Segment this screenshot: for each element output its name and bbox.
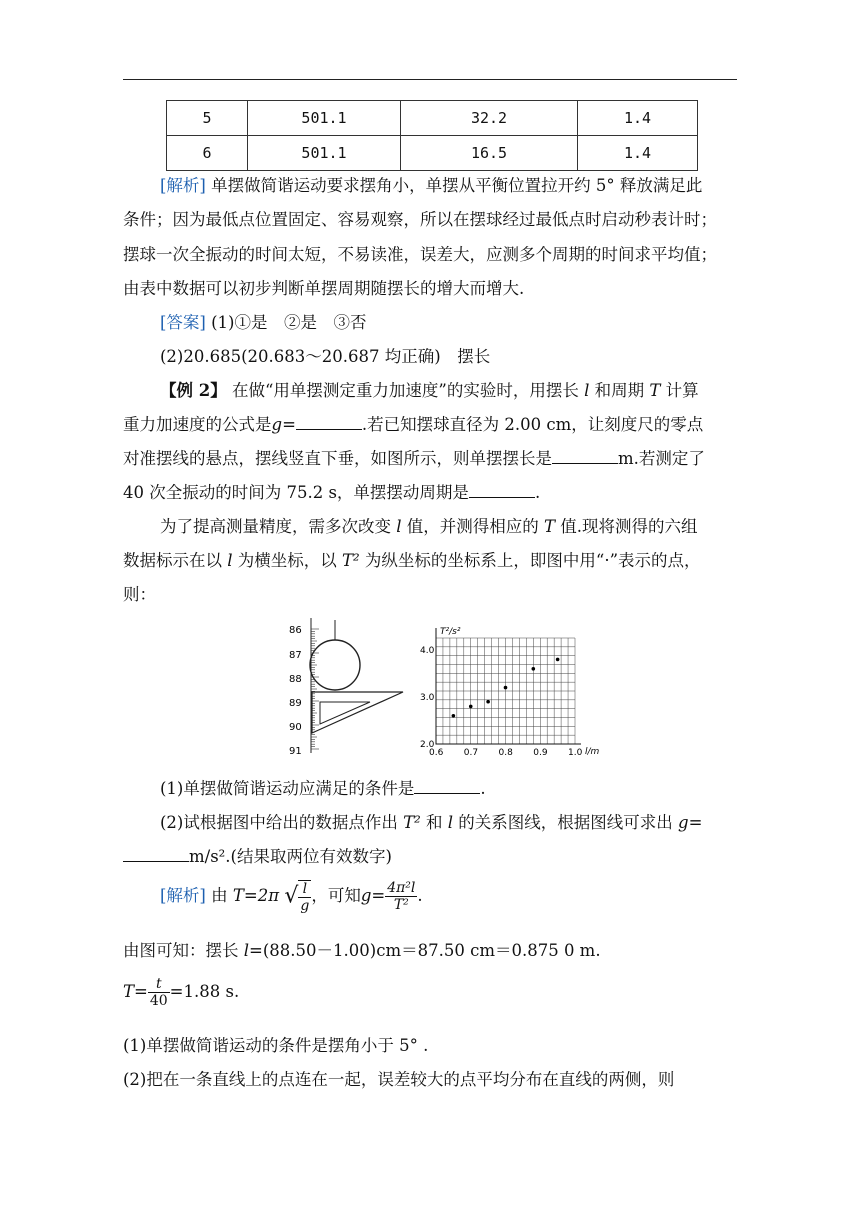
analysis1-line2: 条件；因为最低点位置固定、容易观察，所以在摆球经过最低点时启动秒表计时； <box>123 210 717 229</box>
text: 由图可知：摆长 <box>123 941 239 960</box>
text: .若已知摆球直径为 2.00 cm，让刻度尺的零点 <box>361 415 704 434</box>
symbol-T2: T² <box>403 813 421 832</box>
symbol-l: l <box>243 941 250 960</box>
example2-line3 <box>123 449 705 469</box>
analysis2-line1: [解析] 由 T=2π √ $\frac{l}{g}$ ，可知g= $\frac{\text{4π²l}}{\text{T²}}$ . <box>160 880 423 914</box>
analysis2-line4: (1)单摆做简谐运动的条件是摆角小于 5° . <box>123 1036 429 1055</box>
ruler-label: 90 <box>289 722 302 733</box>
y-axis-label: T²/s² <box>440 627 461 637</box>
analysis-tag: [解析] <box>160 176 206 195</box>
paragraph2-line1 <box>160 517 698 537</box>
analysis1-line3: 摆球一次全振动的时间太短，不易读准，误差大，应测多个周期的时间求平均值； <box>123 245 717 264</box>
data-point <box>504 686 508 690</box>
y-tick-label: 3.0 <box>420 693 435 703</box>
text: (1)单摆做简谐运动应满足的条件是 <box>160 779 415 798</box>
text: =1.88 s. <box>169 982 240 1001</box>
symbol-T2: T² <box>342 551 360 570</box>
text: 计算 <box>665 381 699 400</box>
table-cell: 1.4 <box>578 101 698 136</box>
text: 数据标示在以 <box>123 551 222 570</box>
ruler-label: 89 <box>289 698 302 709</box>
x-tick-label: 1.0 <box>568 748 583 758</box>
set-square-inner <box>320 702 370 724</box>
pendulum-bob <box>310 640 360 690</box>
answer1-line2: (2)20.685(20.683～20.687 均正确) 摆长 <box>160 347 491 366</box>
numerator: 4π²l <box>387 880 416 896</box>
text: 为纵坐标的坐标系上，即图中用“·”表示的点， <box>364 551 701 570</box>
header-rule <box>123 79 737 80</box>
text: 值.现将测得的六组 <box>560 517 698 536</box>
text: 对准摆线的悬点，摆线竖直下垂，如图所示，则单摆摆长是 <box>123 449 552 468</box>
ruler-label: 91 <box>289 746 302 757</box>
numerator: t <box>148 976 170 993</box>
example2-line4 <box>123 483 540 503</box>
ruler-label: 87 <box>289 650 302 661</box>
table-cell: 501.1 <box>248 101 401 136</box>
table-cell: 6 <box>167 136 248 171</box>
denominator: T² <box>393 897 409 913</box>
text: =(88.50－1.00)cm＝87.50 cm＝0.875 0 m. <box>249 941 601 960</box>
y-tick-label: 4.0 <box>420 646 435 656</box>
example-tag: 【例 2】 <box>160 381 227 400</box>
question2-line2 <box>123 847 392 867</box>
scatter-chart <box>420 627 600 758</box>
text: . <box>480 779 486 798</box>
figure <box>285 618 615 760</box>
text: m/s².(结果取两位有效数字) <box>189 847 392 866</box>
example2-line2 <box>123 415 703 435</box>
answer-blank <box>123 847 189 862</box>
analysis1-line1 <box>160 176 702 196</box>
analysis2-line5: (2)把在一条直线上的点连在一起，误差较大的点平均分布在直线的两侧，则 <box>123 1070 675 1089</box>
analysis2-line2 <box>123 941 601 961</box>
answer-blank <box>469 483 535 498</box>
text: 由 <box>211 886 228 905</box>
text: = <box>688 813 703 832</box>
text: 40 次全振动的时间为 75.2 s，单摆摆动周期是 <box>123 483 469 502</box>
text: = <box>282 415 296 434</box>
table-cell: 32.2 <box>401 101 578 136</box>
fraction <box>385 880 417 913</box>
table-row <box>167 101 698 136</box>
symbol-l: l <box>447 813 454 832</box>
symbol-T: T <box>649 381 661 400</box>
symbol-g: g <box>271 415 283 434</box>
table-cell: 16.5 <box>401 136 578 171</box>
x-tick-label: 0.9 <box>533 748 548 758</box>
text: (2)试根据图中给出的数据点作出 <box>160 813 398 832</box>
analysis2-line3 <box>123 972 239 1012</box>
analysis1-line4: 由表中数据可以初步判断单摆周期随摆长的增大而增大. <box>123 279 525 298</box>
x-axis-label: l/m <box>585 747 600 757</box>
ruler-label: 86 <box>289 625 302 636</box>
text: 和周期 <box>594 381 645 400</box>
text: . <box>534 483 541 502</box>
paragraph2-line2 <box>123 551 701 571</box>
data-point <box>469 705 473 709</box>
symbol-l: l <box>227 551 233 570</box>
text: 值，并测得相应的 <box>406 517 539 536</box>
symbol-l: l <box>396 517 402 536</box>
formula-g: g= <box>360 886 386 905</box>
analysis-text: 单摆做简谐运动要求摆角小，单摆从平衡位置拉开约 5° 释放满足此 <box>211 176 703 195</box>
data-point <box>532 667 536 671</box>
text: 为横坐标，以 <box>237 551 337 570</box>
data-point <box>486 700 490 704</box>
text: 为了提高测量精度，需多次改变 <box>160 517 391 536</box>
example2-line1 <box>160 381 699 401</box>
answer-blank <box>414 779 480 794</box>
table-cell: 501.1 <box>248 136 401 171</box>
formula-T: T= <box>123 982 148 1001</box>
symbol-g: g <box>678 813 689 832</box>
symbol-l: l <box>584 381 590 400</box>
set-square <box>312 692 403 733</box>
text: ，可知 <box>311 886 361 905</box>
data-point <box>452 714 456 718</box>
text: 和 <box>426 813 443 832</box>
answer-text: (1)①是 ②是 ③否 <box>211 313 367 332</box>
table-cell: 1.4 <box>578 136 698 171</box>
table-row <box>167 136 698 171</box>
answer-blank <box>296 415 362 430</box>
text: 重力加速度的公式是 <box>123 415 272 434</box>
answer-tag: [答案] <box>160 313 206 332</box>
question2-line1 <box>160 813 702 833</box>
x-tick-label: 0.6 <box>429 748 444 758</box>
symbol-T: T <box>544 517 556 536</box>
fraction <box>298 880 311 914</box>
data-table <box>166 100 698 171</box>
ruler <box>310 618 403 753</box>
denominator: g <box>300 897 310 914</box>
ruler-label: 88 <box>289 674 302 685</box>
denominator: 40 <box>149 993 168 1009</box>
text: 的关系图线，根据图线可求出 <box>458 813 673 832</box>
paragraph2-line3: 则： <box>123 585 156 604</box>
question1 <box>160 779 486 799</box>
y-tick-label: 2.0 <box>420 740 435 750</box>
text: m.若测定了 <box>618 449 705 468</box>
answer-blank <box>552 449 618 464</box>
analysis-tag: [解析] <box>160 886 206 905</box>
axes <box>436 628 581 744</box>
answer1-line1 <box>160 313 367 333</box>
x-tick-label: 0.7 <box>463 748 479 758</box>
text: 在做“用单摆测定重力加速度”的实验时，用摆长 <box>231 381 579 400</box>
x-tick-label: 0.8 <box>498 748 513 758</box>
fraction <box>148 976 170 1009</box>
formula-T: T=2π <box>232 886 280 905</box>
data-point <box>556 658 560 662</box>
numerator: l <box>298 881 311 898</box>
sqrt-symbol: √ <box>284 883 299 909</box>
table-cell: 5 <box>167 101 248 136</box>
